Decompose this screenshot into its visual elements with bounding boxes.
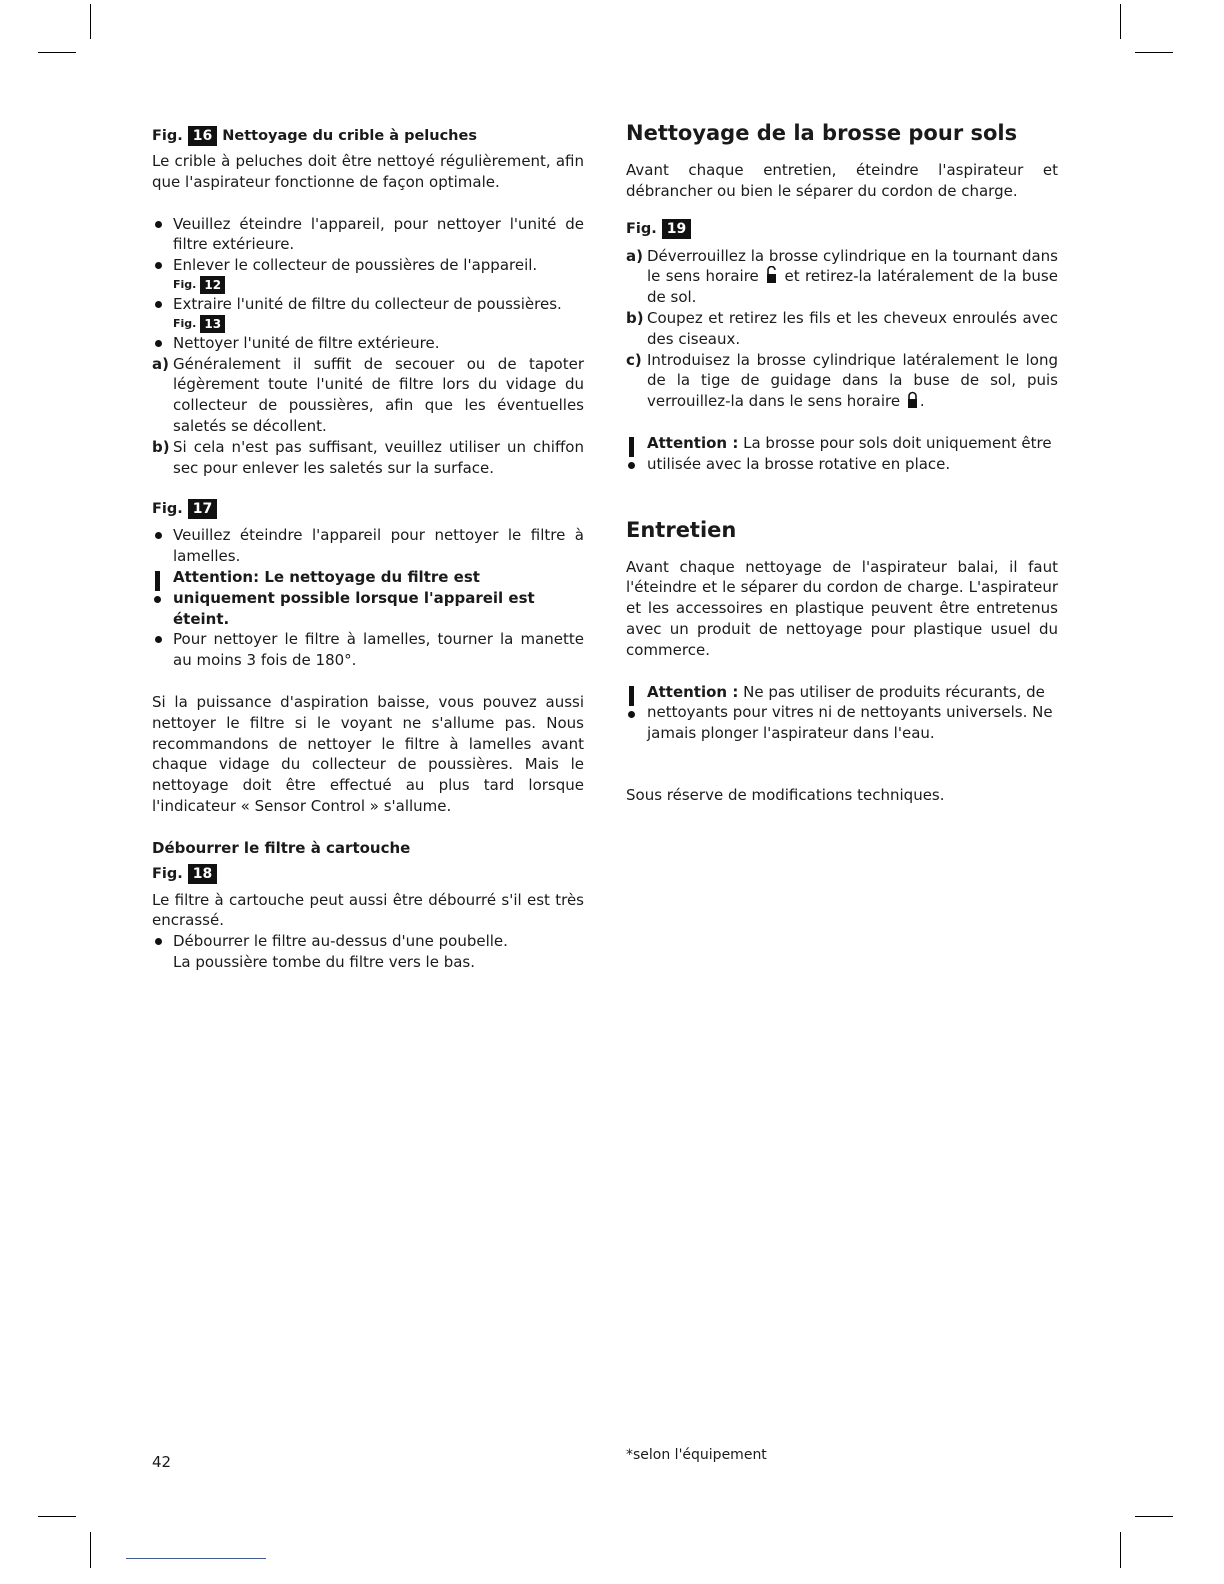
right-column — [626, 118, 1058, 806]
fig-label: Fig. — [152, 865, 183, 882]
maintenance-heading: Entretien — [626, 517, 737, 542]
fig-number-badge: 16 — [188, 126, 217, 146]
bullet-icon — [155, 340, 162, 347]
list-item — [152, 255, 584, 294]
crop-mark — [1135, 1516, 1173, 1517]
bullet-icon — [155, 532, 162, 539]
section-title: Nettoyage du crible à peluches — [222, 128, 477, 144]
list-item-text: Débourrer le filtre au-dessus d'une poubelle. — [173, 932, 508, 951]
list-item — [152, 525, 584, 567]
bullet-list — [152, 525, 584, 671]
crop-mark — [1135, 52, 1173, 53]
warning-note — [626, 682, 1058, 744]
list-item-text: Veuillez éteindre l'appareil, pour nettoyer l'unité de filtre extérieure. — [173, 214, 584, 254]
step-letter: a) — [152, 354, 169, 373]
list-item — [152, 294, 584, 333]
crop-mark — [1120, 4, 1121, 39]
fig19-heading — [626, 218, 1058, 240]
step-letter: a) — [626, 246, 643, 265]
fig13-reference — [173, 315, 584, 333]
crop-mark — [90, 4, 91, 39]
warning-icon — [627, 684, 637, 724]
list-item-text: Pour nettoyer le filtre à lamelles, tourner la manette au moins 3 fois de 180°. — [173, 630, 584, 670]
step-item — [152, 354, 584, 437]
list-item-text: La poussière tombe du filtre vers le bas. — [173, 952, 476, 971]
fig-label: Fig. — [173, 278, 197, 292]
brush-paragraph: Avant chaque entretien, éteindre l'aspirateur et débrancher ou bien le séparer du cordon de charge. — [626, 161, 1058, 200]
maintenance-paragraph: Avant chaque nettoyage de l'aspirateur balai, il faut l'éteindre et le séparer du cordon de charge. L'aspirateur et les accessoires en plastique peuvent être entretenus avec un produit de nettoyage pour plastique usuel du commerce. — [626, 557, 1058, 659]
fig-label: Fig. — [152, 501, 183, 518]
step-item — [626, 350, 1058, 412]
list-item-text: Veuillez éteindre l'appareil pour nettoyer le filtre à lamelles. — [173, 526, 584, 566]
step-text: Coupez et retirez les fils et les cheveux enroulés avec des ciseaux. — [647, 308, 1058, 348]
footnote: *selon l'équipement — [626, 1447, 767, 1463]
bottom-rule — [126, 1558, 266, 1559]
warning-text: Ne pas utiliser de produits récurants, de nettoyants pour vitres ni de nettoyants universels. Ne jamais plonger l'aspirateur dans l'eau. — [647, 682, 1053, 743]
crop-mark — [90, 1532, 91, 1568]
crop-mark — [38, 1516, 76, 1517]
fig-number-badge: 19 — [662, 219, 691, 239]
step-text: et retirez-la latéralement de la buse de sol. — [647, 267, 1058, 307]
list-item — [152, 629, 584, 671]
step-letter: c) — [626, 350, 642, 369]
bullet-icon — [155, 636, 162, 643]
cartridge-paragraph: Le filtre à cartouche peut aussi être débourré s'il est très encrassé. — [152, 890, 584, 930]
step-item — [626, 308, 1058, 350]
step-text: . — [919, 392, 925, 411]
page-number: 42 — [152, 1453, 172, 1471]
list-item — [152, 214, 584, 256]
list-item-text: Extraire l'unité de filtre du collecteur de poussières. — [173, 294, 562, 313]
fig-number-badge: 17 — [188, 499, 217, 519]
warning-text: Attention: Le nettoyage du filtre est uniquement possible lorsque l'appareil est éteint. — [173, 567, 535, 628]
warning-label: Attention : — [647, 682, 739, 701]
warning-note — [152, 567, 584, 629]
lock-icon — [907, 391, 918, 409]
crop-mark — [1120, 1532, 1121, 1568]
step-list — [626, 246, 1058, 412]
fig16-heading — [152, 125, 584, 147]
list-item-text: Enlever le collecteur de poussières de l'appareil. — [173, 256, 538, 275]
bullet-icon — [155, 221, 162, 228]
warning-note — [626, 433, 1058, 475]
step-text: Si cela n'est pas suffisant, veuillez utiliser un chiffon sec pour enlever les saletés sur la surface. — [173, 437, 584, 477]
step-letter: b) — [626, 308, 644, 327]
cartridge-heading: Débourrer le filtre à cartouche — [152, 838, 411, 857]
step-item — [626, 246, 1058, 308]
step-text: Généralement il suffit de secouer ou de tapoter légèrement toute l'unité de filtre lors du vidage du collecteur de poussières, afin que les éventuelles saletés se décollent. — [173, 354, 584, 435]
list-item — [152, 931, 584, 973]
crop-mark — [38, 52, 76, 53]
fig12-reference — [173, 276, 584, 294]
fig-label: Fig. — [173, 317, 197, 331]
fig-label: Fig. — [152, 128, 183, 144]
list-item — [152, 333, 584, 354]
bullet-icon — [155, 262, 162, 269]
fig17-heading — [152, 498, 584, 520]
fig18-heading — [152, 863, 584, 885]
warning-icon — [153, 569, 163, 609]
warning-text: La brosse pour sols doit uniquement être utilisée avec la brosse rotative en place. — [647, 433, 1052, 473]
step-item — [152, 437, 584, 479]
unlock-icon — [766, 266, 777, 284]
step-letter: b) — [152, 437, 170, 456]
list-item-text: Nettoyer l'unité de filtre extérieure. — [173, 333, 440, 352]
left-column — [152, 118, 584, 973]
fig-label: Fig. — [626, 220, 657, 237]
warning-icon — [627, 435, 637, 475]
reserve-note: Sous réserve de modifications techniques. — [626, 785, 945, 804]
step-text: Introduisez la brosse cylindrique latéralement le long de la tige de guidage dans la buse de sol, puis verrouillez-la dans le sens horaire — [647, 350, 1058, 411]
fig-number-badge: 12 — [200, 276, 225, 294]
intro-paragraph: Le crible à peluches doit être nettoyé régulièrement, afin que l'aspirateur fonctionne de façon optimale. — [152, 152, 584, 191]
bullet-icon — [155, 938, 162, 945]
suction-paragraph: Si la puissance d'aspiration baisse, vous pouvez aussi nettoyer le filtre si le voyant ne s'allume pas. Nous recommandons de nettoyer le filtre à lamelles avant chaque vidage du collecteur de poussières. Mais le nettoyage doit être effectué au plus tard lorsque l'indicateur « Sensor Control » s'allume. — [152, 692, 584, 815]
step-text: Déverrouillez la brosse cylindrique en la tournant dans le sens horaire — [647, 246, 1058, 286]
fig-number-badge: 13 — [200, 315, 225, 333]
brush-heading: Nettoyage de la brosse pour sols — [626, 121, 1018, 145]
bullet-list — [152, 214, 584, 479]
warning-label: Attention : — [647, 433, 739, 452]
fig-number-badge: 18 — [188, 864, 217, 884]
bullet-icon — [155, 301, 162, 308]
